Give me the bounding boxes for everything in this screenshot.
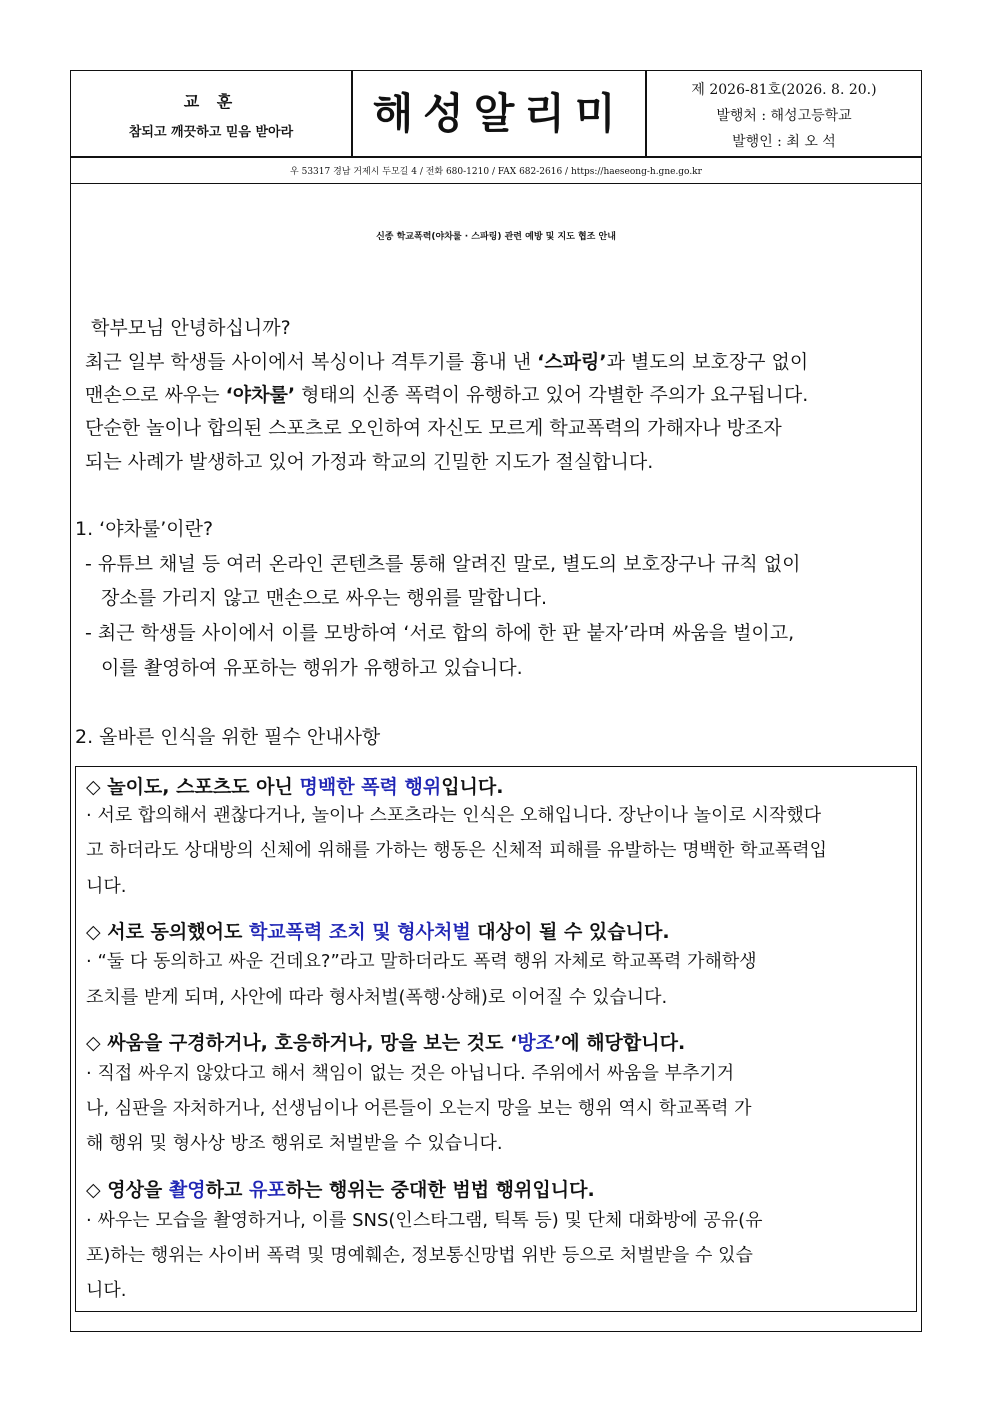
publication-info [647,71,921,156]
section-1-bullet-2-line-1: - 최근 학생들 사이에서 이를 모방하여 ‘서로 합의 하에 한 판 붙자’라며 싸움을 벌이고, [85,622,795,644]
guidance-1-line-1: · 서로 합의해서 괜찮다거나, 놀이나 스포츠라는 인식은 오해입니다. 장난이나 놀이로 시작했다 [86,805,822,826]
sparring-term: ‘스파링’ [537,351,607,373]
guidance-3-heading: ◇ 싸움을 구경하거나, 호응하거나, 망을 보는 것도 ‘방조’에 해당합니다. [86,1032,686,1054]
motto-title: 교 훈 [183,92,239,111]
guidance-1-line-2: 고 하더라도 상대방의 신체에 위해를 가하는 행동은 신체적 피해를 유발하는 명백한 학교폭력입 [86,840,828,861]
section-2-heading: 2. 올바른 인식을 위한 필수 안내사항 [75,726,381,748]
guidance-3-line-1: · 직접 싸우지 않았다고 해서 책임이 없는 것은 아닙니다. 주위에서 싸움을 부추기거 [86,1063,735,1084]
intro-line-3: 단순한 놀이나 합의된 스포츠로 오인하여 자신도 모르게 학교폭력의 가해자나 방조자 [85,417,782,439]
guidance-2-line-1: · “둘 다 동의하고 싸운 건데요?”라고 말하더라도 폭력 행위 자체로 학교폭력 가해학생 [86,951,757,972]
guidance-4-line-1: · 싸우는 모습을 촬영하거나, 이를 SNS(인스타그램, 틱톡 등) 및 단체 대화방에 공유(유 [86,1210,763,1231]
newsletter-page [70,70,922,1332]
school-motto-box [71,71,353,156]
newsletter-header [71,71,921,156]
greeting: 학부모님 안녕하십니까? [91,317,291,339]
guidance-4-line-3: 니다. [86,1280,127,1301]
guidance-1-heading: ◇ 놀이도, 스포츠도 아닌 명백한 폭력 행위입니다. [86,776,504,798]
issuer: 발행인 : 최 오 석 [732,134,836,150]
masthead-box [353,71,647,156]
guidance-1-line-3: 니다. [86,876,127,897]
motto-text: 참되고 깨끗하고 믿음 받아라 [128,125,294,140]
page-title: 신종 학교폭력(야차룰 · 스파링) 관련 예방 및 지도 협조 안내 [376,232,616,242]
intro-line-1: 최근 일부 학생들 사이에서 복싱이나 격투기를 흉내 낸 ‘스파링’과 별도의 보호장구 없이 [85,351,809,373]
guidance-4-heading: ◇ 영상을 촬영하고 유포하는 행위는 중대한 범법 행위입니다. [86,1179,595,1201]
issue-number: 제 2026-81호(2026. 8. 20.) [691,82,877,98]
guidance-3-line-2: 나, 심판을 자처하거나, 선생님이나 어른들이 오는지 망을 보는 행위 역시 학교폭력 가 [86,1098,752,1119]
school-address-line: 우 53317 경남 거제시 두모길 4 / 전화 680-1210 / FAX 682-2616 / https://haeseong-h.gne.go.kr [71,156,921,184]
guidance-2-line-2: 조치를 받게 되며, 사안에 따라 형사처벌(폭행·상해)로 이어질 수 있습니다. [86,987,668,1008]
section-1-bullet-1-line-2: 장소를 가리지 않고 맨손으로 싸우는 행위를 말합니다. [101,587,548,609]
section-1-bullet-1-line-1: - 유튜브 채널 등 여러 온라인 콘텐츠를 통해 알려진 말로, 별도의 보호장구나 규칙 없이 [85,553,801,575]
guidance-3-line-3: 해 행위 및 형사상 방조 행위로 처벌받을 수 있습니다. [86,1133,503,1154]
section-1-heading: 1. ‘야차룰’이란? [75,518,214,540]
section-1-bullet-2-line-2: 이를 촬영하여 유포하는 행위가 유행하고 있습니다. [101,657,523,679]
yachalul-term: ‘야차룰’ [225,384,296,406]
publisher: 발행처 : 해성고등학교 [716,108,852,124]
intro-line-2: 맨손으로 싸우는 ‘야차룰’ 형태의 신종 폭력이 유행하고 있어 각별한 주의가 요구됩니다. [85,384,809,406]
newsletter-name: 해성알리미 [372,89,626,138]
guidance-2-heading: ◇ 서로 동의했어도 학교폭력 조치 및 형사처벌 대상이 될 수 있습니다. [86,921,670,943]
intro-line-4: 되는 사례가 발생하고 있어 가정과 학교의 긴밀한 지도가 절실합니다. [85,451,654,473]
guidance-box [75,766,917,1312]
guidance-4-line-2: 포)하는 행위는 사이버 폭력 및 명예훼손, 정보통신망법 위반 등으로 처벌받을 수 있습 [86,1245,753,1266]
